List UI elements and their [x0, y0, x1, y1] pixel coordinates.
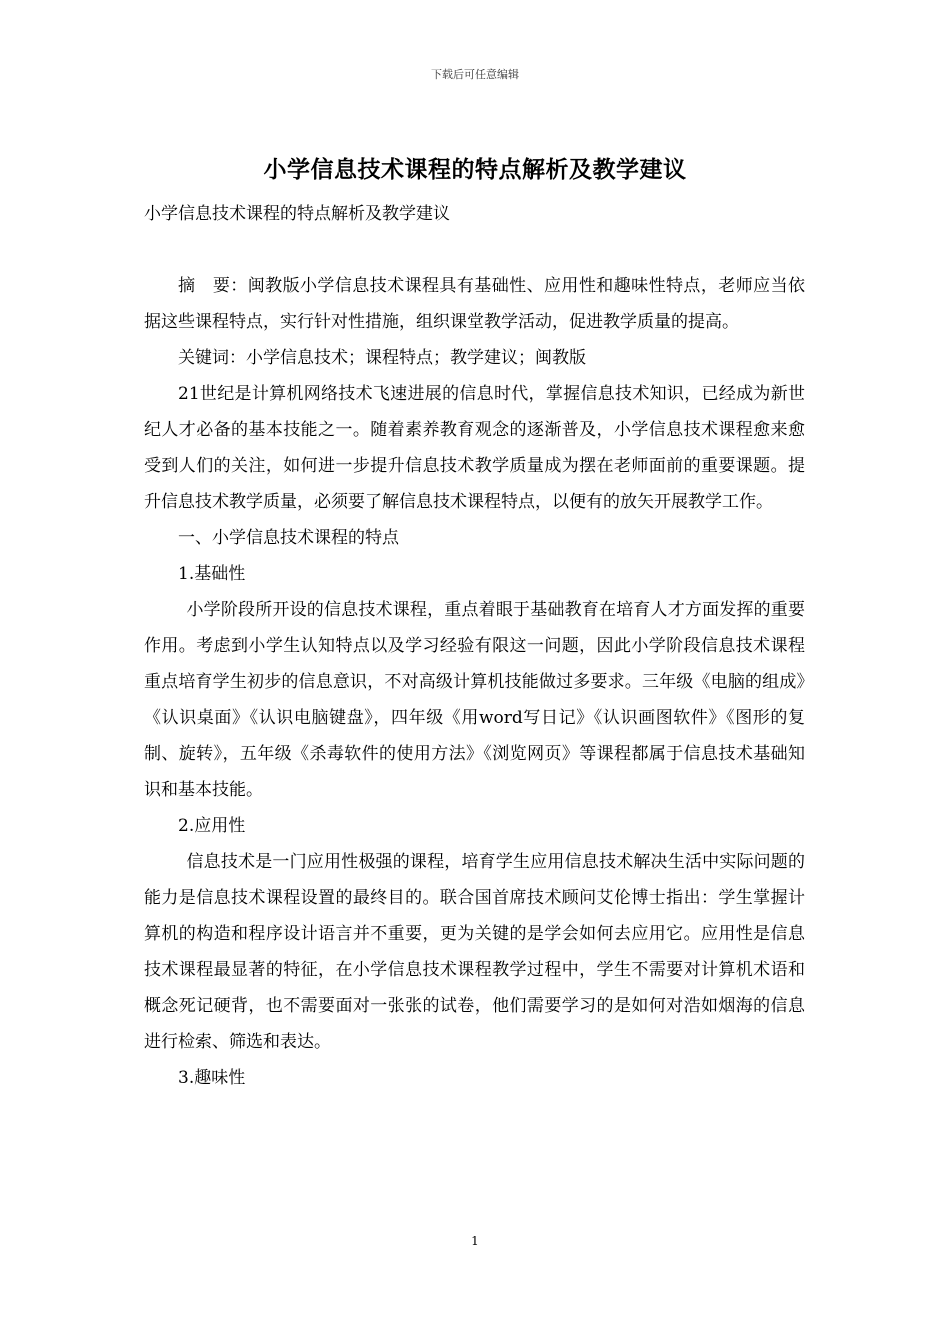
page-number: 1	[471, 1234, 479, 1248]
subsection-heading-1: 1.基础性	[178, 564, 246, 584]
subsection-paragraph-1: 小学阶段所开设的信息技术课程，重点着眼于基础教育在培育人才方面发挥的重要作用。考虑到小学生认知特点以及学习经验有限这一问题，因此小学阶段信息技术课程重点培育学生初步的信息意识，不对高级计算机技能做过多要求。三年级《电脑的组成》《认识桌面》《认识电脑键盘》，四年级《用word写日记》《认识画图软件》《图形的复制、旋转》，五年级《杀毒软件的使用方法》《浏览网页》等课程都属于信息技术基础知识和基本技能。	[144, 600, 805, 800]
document-title: 小学信息技术课程的特点解析及教学建议	[263, 156, 687, 183]
subsection-heading-3: 3.趣味性	[178, 1068, 246, 1088]
document-subtitle: 小学信息技术课程的特点解析及教学建议	[144, 204, 450, 224]
section-heading-1: 一、小学信息技术课程的特点	[178, 528, 399, 548]
document-body	[144, 196, 805, 1096]
page-header: 下载后可任意编辑	[431, 68, 519, 81]
keywords-paragraph: 关键词：小学信息技术；课程特点；教学建议；闽教版	[178, 348, 586, 368]
subsection-paragraph-2: 信息技术是一门应用性极强的课程，培育学生应用信息技术解决生活中实际问题的能力是信息技术课程设置的最终目的。联合国首席技术顾问艾伦博士指出：学生掌握计算机的构造和程序设计语言并不重要，更为关键的是学会如何去应用它。应用性是信息技术课程最显著的特征，在小学信息技术课程教学过程中，学生不需要对计算机术语和概念死记硬背，也不需要面对一张张的试卷，他们需要学习的是如何对浩如烟海的信息进行检索、筛选和表达。	[144, 852, 805, 1052]
abstract-paragraph: 摘 要：闽教版小学信息技术课程具有基础性、应用性和趣味性特点，老师应当依据这些课程特点，实行针对性措施，组织课堂教学活动，促进教学质量的提高。	[144, 276, 805, 332]
subsection-heading-2: 2.应用性	[178, 816, 246, 836]
intro-paragraph: 21世纪是计算机网络技术飞速进展的信息时代，掌握信息技术知识，已经成为新世纪人才必备的基本技能之一。随着素养教育观念的逐渐普及，小学信息技术课程愈来愈受到人们的关注，如何进一步提升信息技术教学质量成为摆在老师面前的重要课题。提升信息技术教学质量，必须要了解信息技术课程特点，以便有的放矢开展教学工作。	[144, 384, 805, 512]
